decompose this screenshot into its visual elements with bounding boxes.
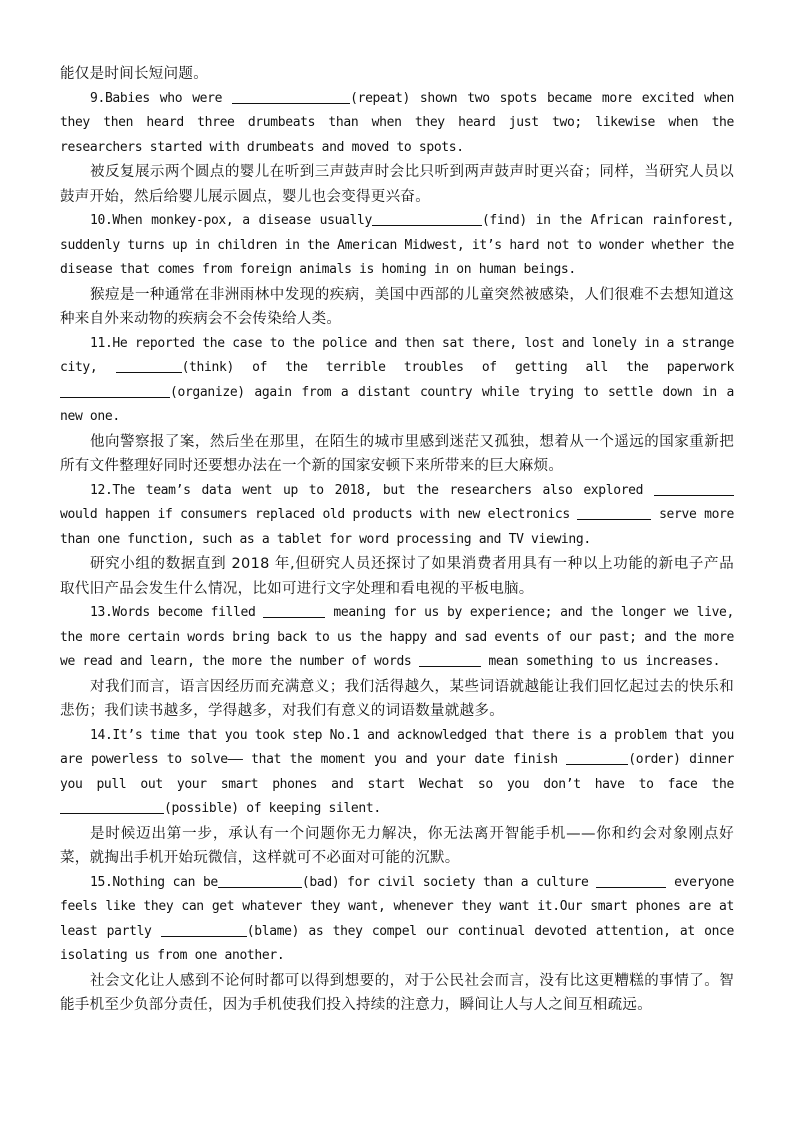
answer-blank[interactable] [218,872,302,888]
question-14-translation: 是时候迈出第一步，承认有一个问题你无力解决，你无法离开智能手机——你和约会对象刚点好菜，就掏出手机开始玩微信，这样就可不必面对可能的沉默。 [60,825,734,866]
question-9: 9.Babies who were (repeat) shown two spots became more excited when they then heard three drumbeats than when they heard just two; likewise when the researchers started with drumbeats and moved to spots. [60,87,734,161]
answer-blank[interactable] [232,88,350,104]
question-10-translation: 猴痘是一种通常在非洲雨林中发现的疾病，美国中西部的儿童突然被感染，人们很难不去想知道这种来自外来动物的疾病会不会传染给人类。 [60,286,734,327]
answer-blank[interactable] [161,921,247,937]
answer-blank[interactable] [419,651,481,667]
question-15: 15.Nothing can be (bad) for civil society than a culture everyone feels like they can get whatever they want, whenever they want it.Our smart phones are at least partly (blame) as they compel our continual devoted attention, at once isolating us from one another. [60,871,734,969]
answer-blank[interactable] [654,480,734,496]
question-12: 12.The team’s data went up to 2018, but the researchers also explored would happen if consumers replaced old products with new electronics serve more than one function, such as a tablet for word processing and TV viewing. [60,479,734,553]
question-9-translation: 被反复展示两个圆点的婴儿在听到三声鼓声时会比只听到两声鼓声时更兴奋；同样，当研究人员以鼓声开始，然后给婴儿展示圆点，婴儿也会变得更兴奋。 [60,164,734,205]
question-11-translation: 他向警察报了案，然后坐在那里，在陌生的城市里感到迷茫又孤独，想着从一个遥远的国家重新把所有文件整理好同时还要想办法在一个新的国家安顿下来所带来的巨大麻烦。 [60,433,734,474]
question-14: 14.It’s time that you took step No.1 and acknowledged that there is a problem that you are powerless to solve—— that the moment you and your date finish (order) dinner you pull out your smart phones and start Wechat so you don’t have to face the (possible) of keeping silent. [60,727,734,816]
question-15-translation: 社会文化让人感到不论何时都可以得到想要的，对于公民社会而言，没有比这更糟糕的事情了。智能手机至少负部分责任，因为手机使我们投入持续的注意力，瞬间让人与人之间互相疏远。 [60,972,734,1013]
answer-blank[interactable] [60,798,164,814]
answer-blank[interactable] [263,602,325,618]
question-11: 11.He reported the case to the police and then sat there, lost and lonely in a strange city, (think) of the terrible troubles of getting all the paperwork (organize) again from a distant country while trying to settle down in a new one. [60,335,734,424]
answer-blank[interactable] [372,210,482,226]
answer-blank[interactable] [577,504,651,520]
intro-translation: 能仅是时间长短问题。 [60,66,208,82]
answer-blank[interactable] [596,872,666,888]
question-13: 13.Words become filled meaning for us by experience; and the longer we live, the more certain words bring back to us the happy and sad events of our past; and the more we read and learn, the more the number of words mean something to us increases. [60,601,734,675]
answer-blank[interactable] [116,357,182,373]
answer-blank[interactable] [60,382,170,398]
document-page [60,62,734,1018]
question-12-translation: 研究小组的数据直到 2018 年,但研究人员还探讨了如果消费者用具有一种以上功能的新电子产品取代旧产品会发生什么情况，比如可进行文字处理和看电视的平板电脑。 [60,556,734,597]
question-13-translation: 对我们而言，语言因经历而充满意义；我们活得越久，某些词语就越能让我们回忆起过去的快乐和悲伤；我们读书越多，学得越多，对我们有意义的词语数量就越多。 [60,678,734,719]
answer-blank[interactable] [566,749,628,765]
question-10: 10.When monkey-pox, a disease usually (find) in the African rainforest, suddenly turns up in children in the American Midwest, it’s hard not to wonder whether the disease that comes from foreign animals is homing in on human beings. [60,209,734,283]
